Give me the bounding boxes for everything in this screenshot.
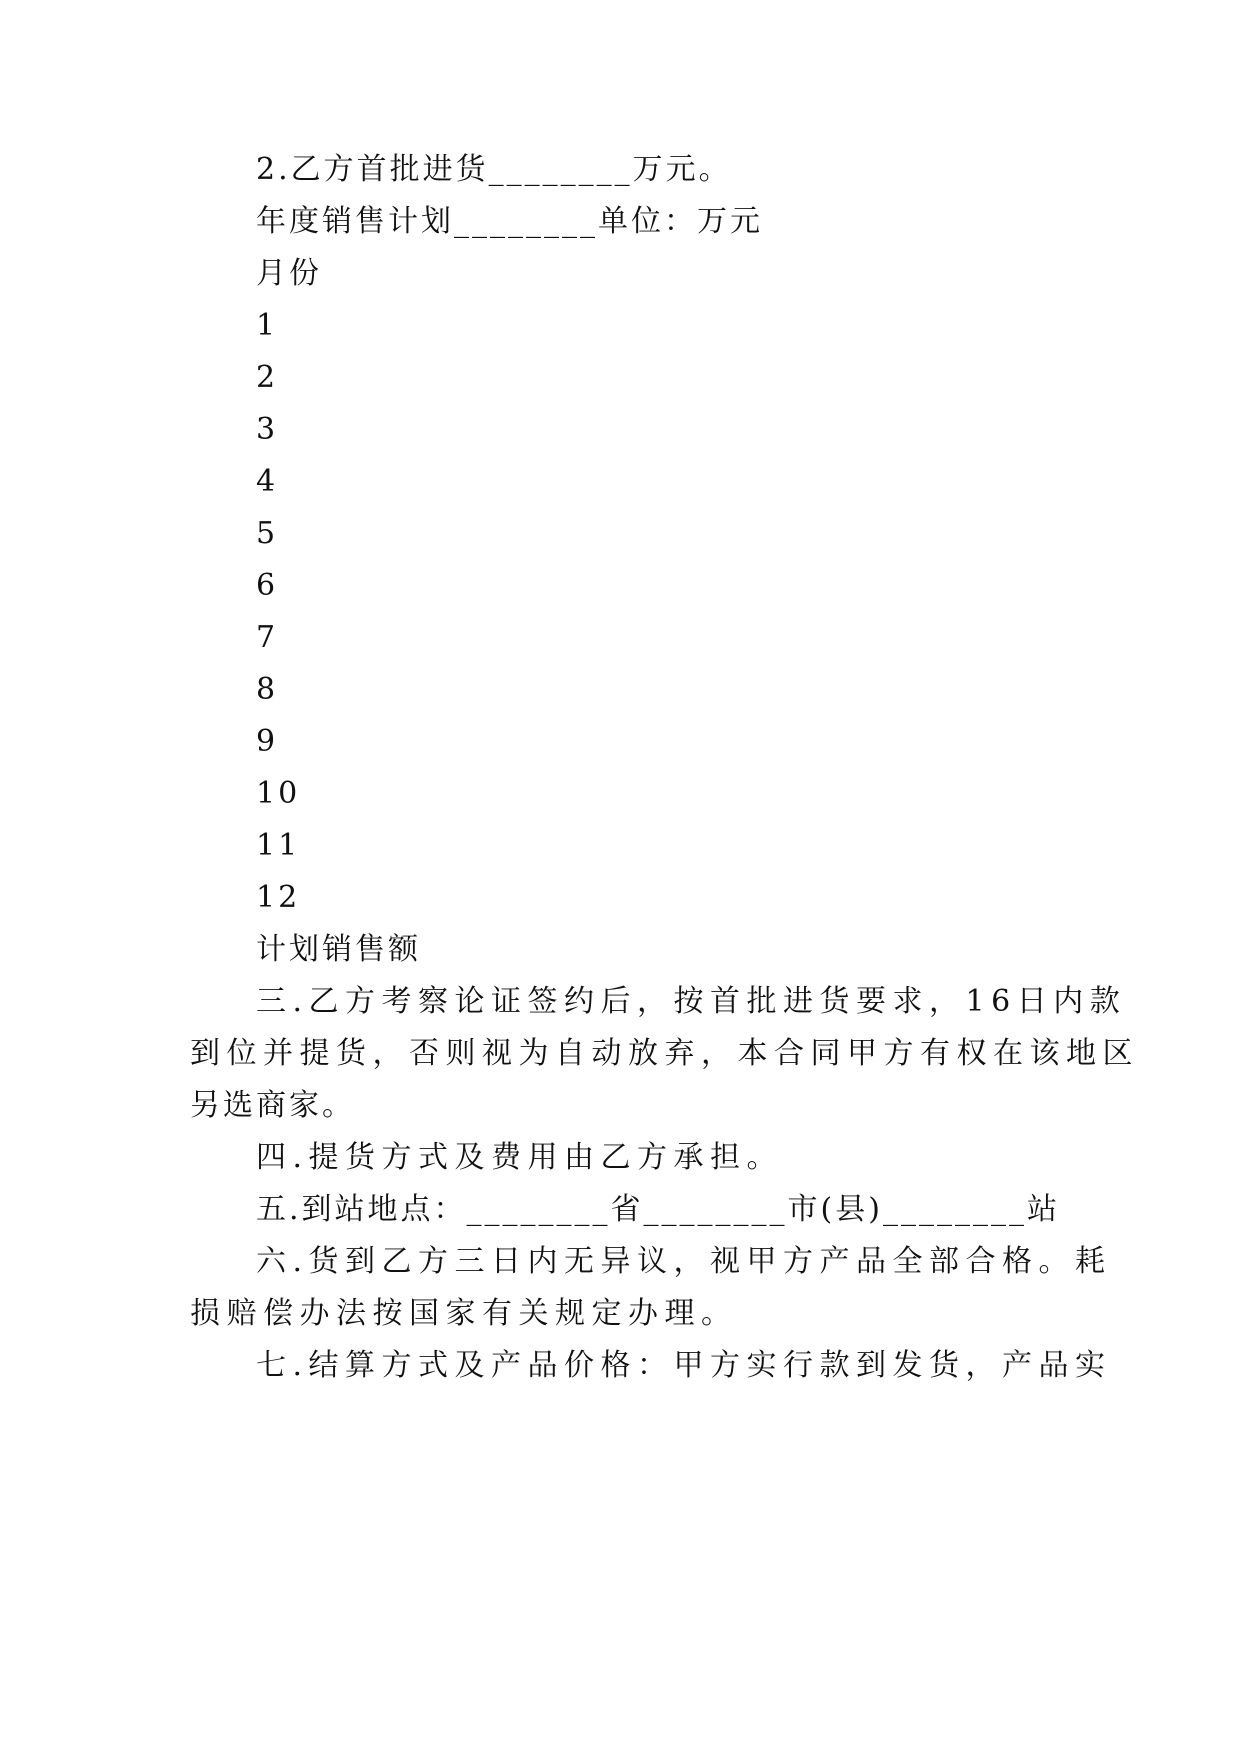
- annual-sales-plan-line: 年度销售计划________单位：万元: [256, 204, 763, 239]
- clause-6-line-1: 六.货到乙方三日内无异议，视甲方产品全部合格。耗: [256, 1244, 1112, 1279]
- clause-3-line-1: 三.乙方考察论证签约后，按首批进货要求，16日内款: [256, 984, 1127, 1019]
- month-6: 6: [256, 568, 279, 603]
- month-4: 4: [256, 464, 279, 499]
- month-7: 7: [256, 620, 279, 655]
- month-1: 1: [256, 308, 279, 343]
- month-11: 11: [256, 828, 301, 863]
- month-2: 2: [256, 360, 279, 395]
- month-9: 9: [256, 724, 279, 759]
- clause-3-line-2: 到位并提货，否则视为自动放弃，本合同甲方有权在该地区: [190, 1036, 1139, 1071]
- clause-5: 五.到站地点：________省________市(县)________站: [256, 1192, 1060, 1227]
- month-8: 8: [256, 672, 279, 707]
- first-purchase-line: 2.乙方首批进货________万元。: [256, 152, 732, 187]
- planned-sales-label: 计划销售额: [256, 932, 421, 967]
- month-3: 3: [256, 412, 279, 447]
- clause-7-line-1: 七.结算方式及产品价格：甲方实行款到发货，产品实: [256, 1348, 1112, 1383]
- clause-4: 四.提货方式及费用由乙方承担。: [256, 1140, 784, 1175]
- clause-3-line-3: 另选商家。: [190, 1088, 355, 1123]
- month-header: 月份: [256, 256, 322, 291]
- month-12: 12: [256, 880, 301, 915]
- month-10: 10: [256, 776, 301, 811]
- clause-6-line-2: 损赔偿办法按国家有关规定办理。: [190, 1296, 738, 1331]
- month-5: 5: [256, 516, 279, 551]
